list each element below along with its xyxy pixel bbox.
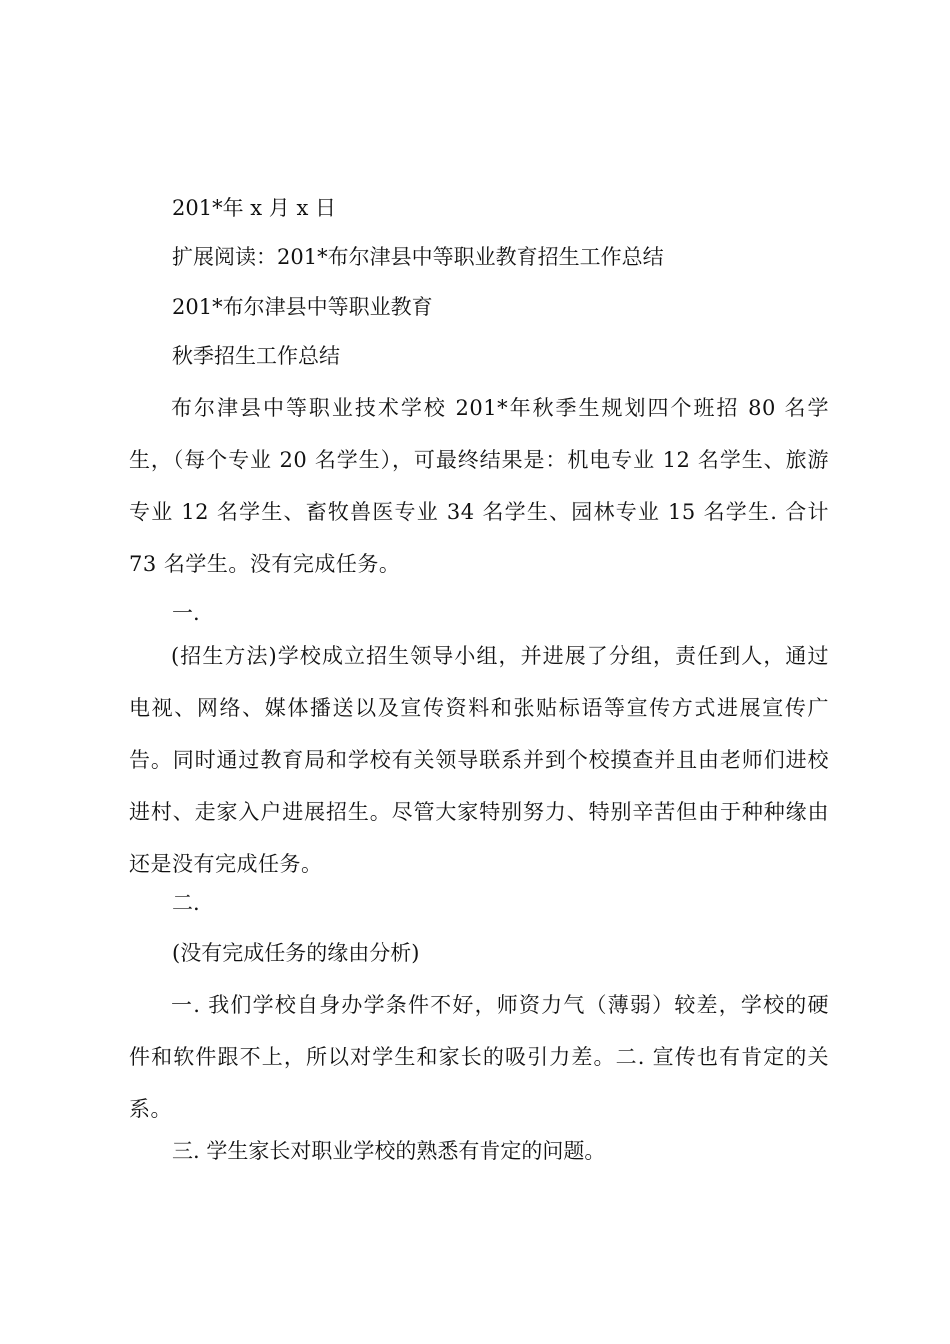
reasons-paragraph: 一. 我们学校自身办学条件不好，师资力气（薄弱）较差，学校的硬件和软件跟不上，所以对学生和家长的吸引力差。二. 宣传也有肯定的关系。 xyxy=(129,993,829,1121)
section-one-number: 一. xyxy=(172,601,200,625)
intro-paragraph: 布尔津县中等职业技术学校 201*年秋季生规划四个班招 80 名学生，（每个专业 20 名学生），可最终结果是：机电专业 12 名学生、旅游专业 12 名学生、畜牧兽医专业 34 名学生、园林专业 15 名学生. 合计 73 名学生。没有完成任务。 xyxy=(129,396,829,576)
section-two-heading: (没有完成任务的缘由分析) xyxy=(172,941,420,965)
extended-reading-line: 扩展阅读：201*布尔津县中等职业教育招生工作总结 xyxy=(172,245,664,269)
title-line-2: 秋季招生工作总结 xyxy=(172,344,340,368)
title-line-1: 201*布尔津县中等职业教育 xyxy=(172,295,433,319)
recruitment-methods-paragraph: (招生方法)学校成立招生领导小组，并进展了分组，责任到人，通过电视、网络、媒体播送以及宣传资料和张贴标语等宣传方式进展宣传广告。同时通过教育局和学校有关领导联系并到个校摸查并且由老师们进校进村、走家入户进展招生。尽管大家特别努力、特别辛苦但由于种种缘由还是没有完成任务。 xyxy=(129,644,829,876)
date-line: 201*年 x 月 x 日 xyxy=(172,196,336,220)
section-two-number: 二. xyxy=(172,891,200,915)
reason-three-line: 三. 学生家长对职业学校的熟悉有肯定的问题。 xyxy=(172,1139,606,1163)
